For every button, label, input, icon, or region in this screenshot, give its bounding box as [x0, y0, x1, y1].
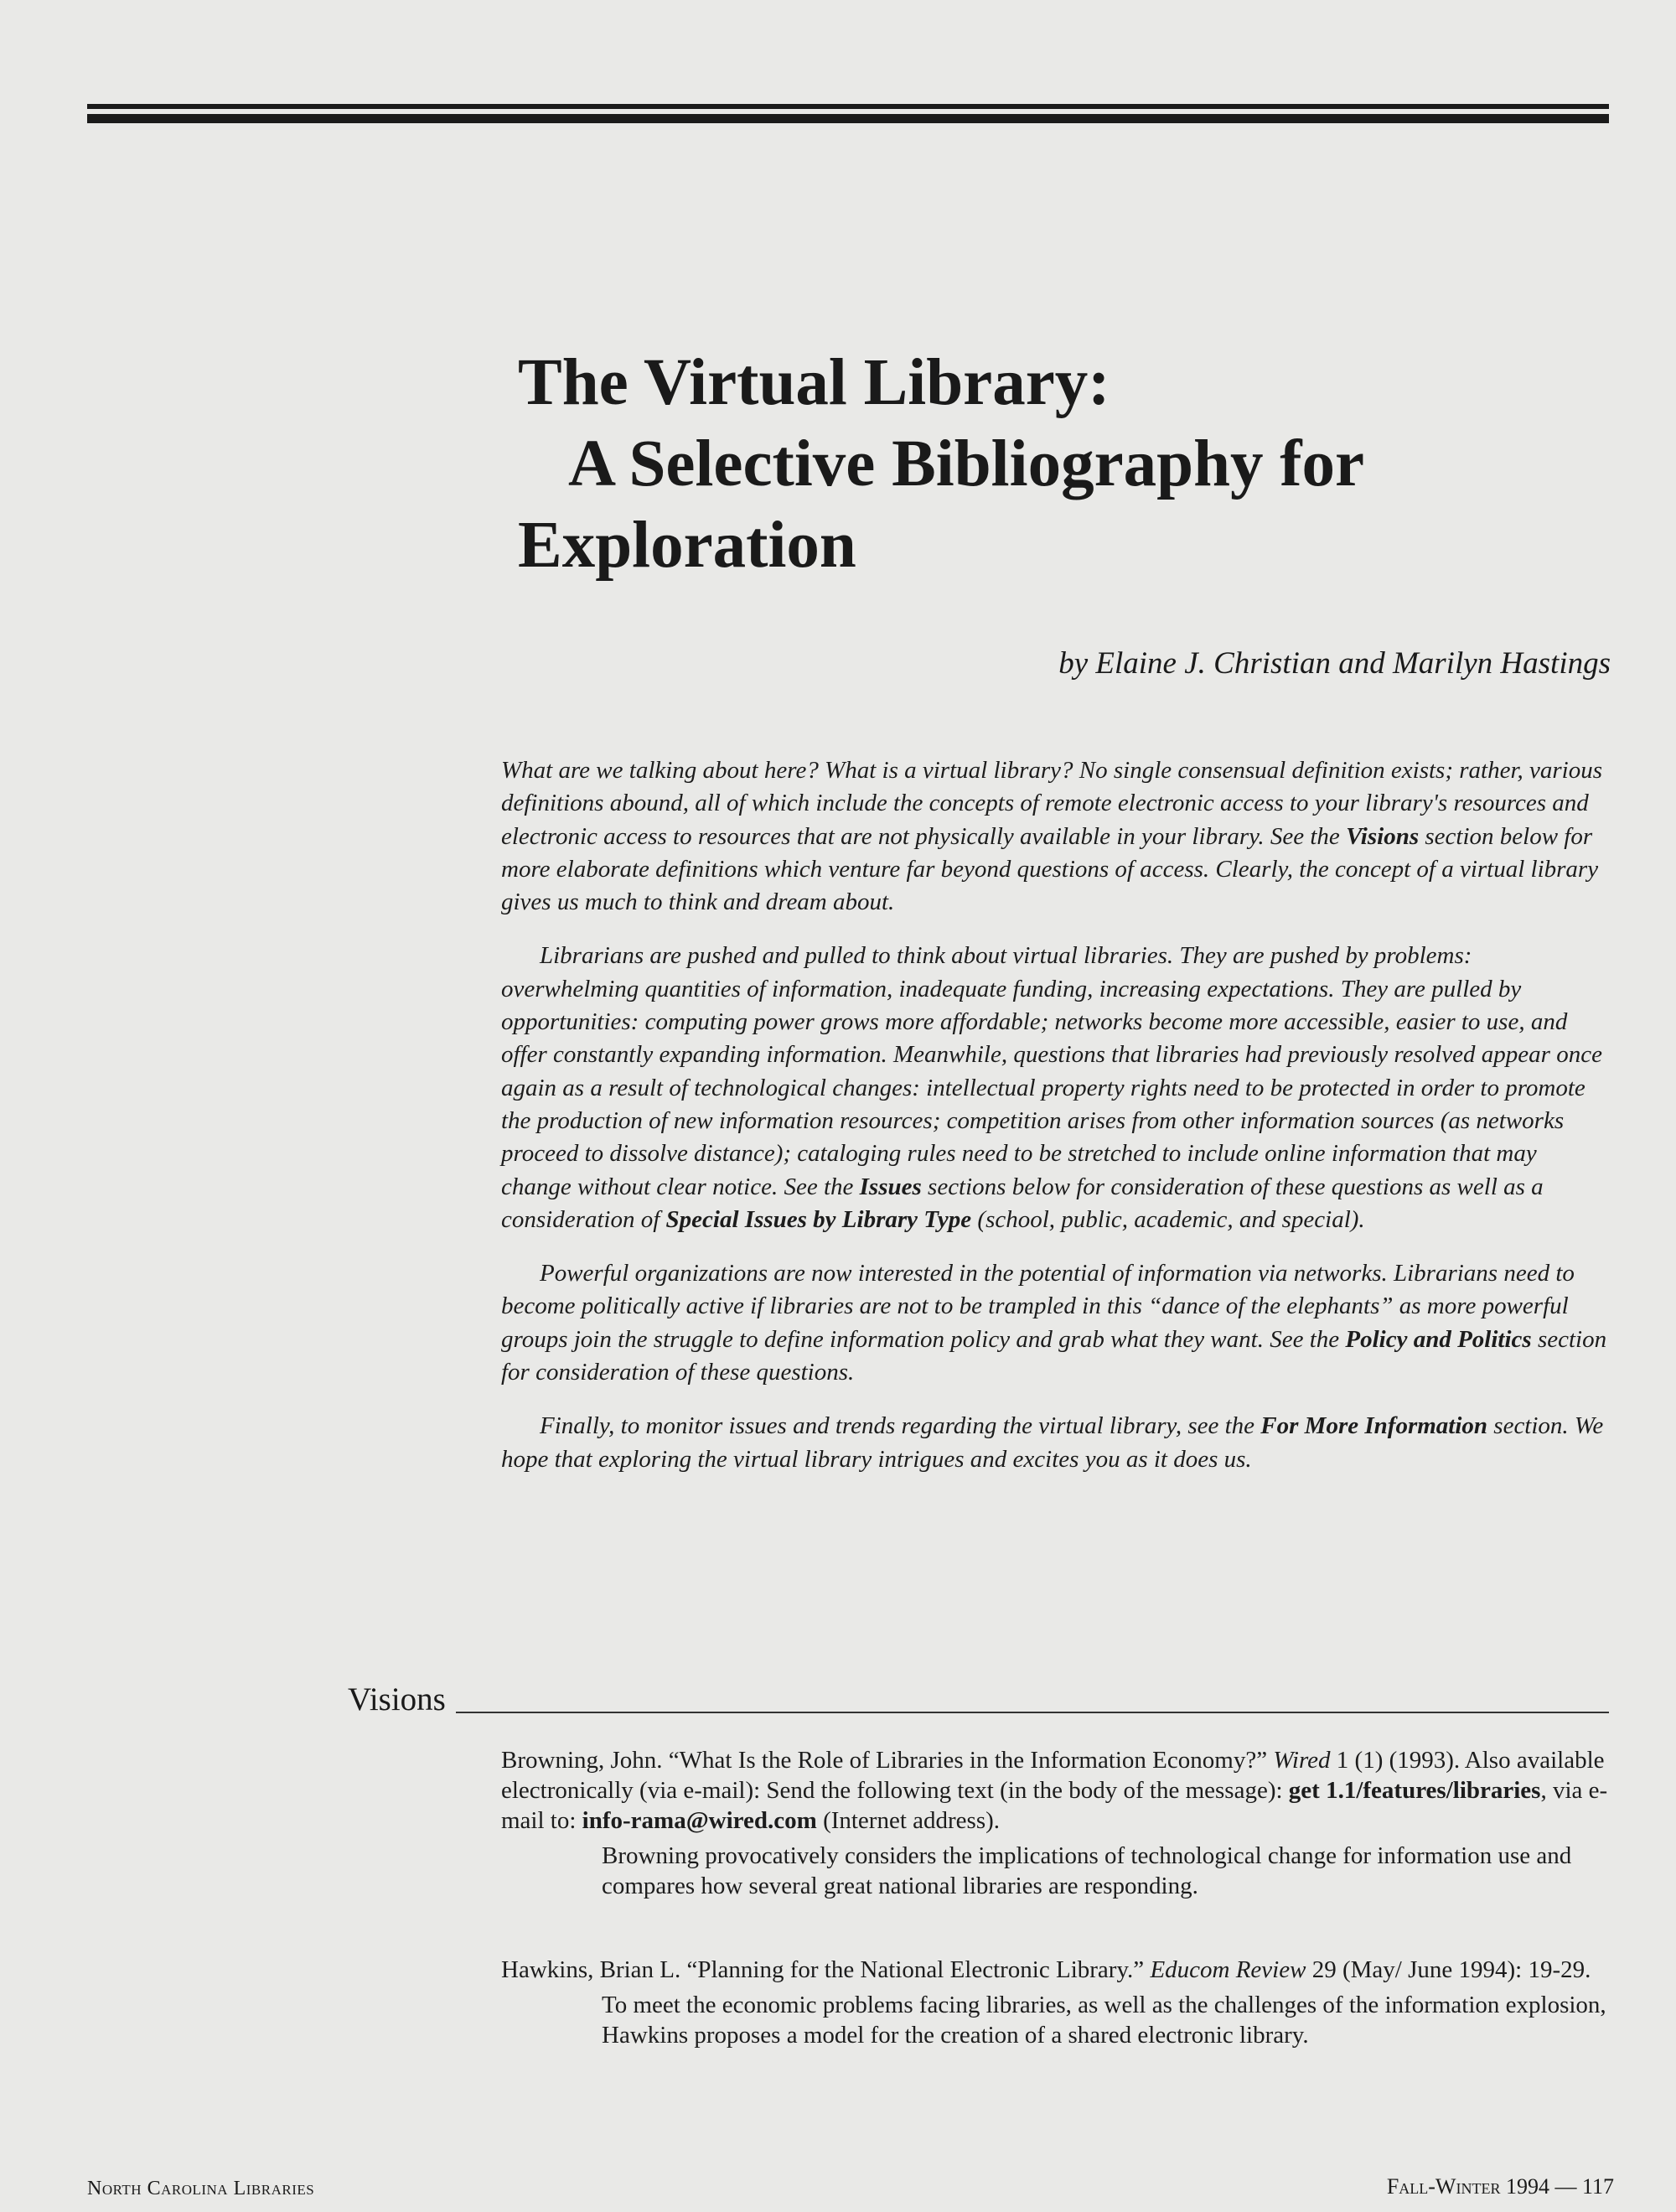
top-rule-thin [87, 104, 1609, 109]
annotation: Browning provocatively considers the implications of technological change for information use and compares how several great national libraries are responding. [602, 1842, 1572, 1899]
intro-paragraph-4: Finally, to monitor issues and trends regarding the virtual library, see the For More Information section. We hope that exploring the virtual library intrigues and excites you as it does us. [501, 1412, 1604, 1473]
title-line-1: The Virtual Library: [518, 346, 1110, 419]
intro-paragraph-1: What are we talking about here? What is a virtual library? No single consensual definition exists; rather, various definitions abound, all of which include the concepts of remote electronic access to your library's resources and electronic access to resources that are not physically available in your library. See the Visions section below for more elaborate definitions which venture far beyond questions of access. Clearly, the concept of a virtual library gives us much to think and dream about. [501, 757, 1603, 916]
title-line-2: A Selective Bibliography for [568, 427, 1365, 500]
intro-paragraph-2: Librarians are pushed and pulled to think about virtual libraries. They are pushed by problems: overwhelming quantities of information, inadequate funding, increasing expectations. They are pulled by opportunities: computing power grows more affordable; networks become more accessible, easier to use, and offer constantly expanding information. Meanwhile, questions that libraries had previously resolved appear once again as a result of technological changes: intellectual property rights need to be protected in order to promote the production of new information resources; competition arises from other information sources (as networks proceed to dissolve distance); cataloging rules need to be stretched to include online information that may change without clear notice. See the Issues sections below for consideration of these questions as well as a consideration of Special Issues by Library Type (school, public, academic, and special). [501, 942, 1602, 1233]
introduction [501, 754, 1607, 1497]
citation: Browning, John. “What Is the Role of Libraries in the Information Economy?” Wired 1 (1) (1993). Also available electronically (via e-mail): Send the following text (in the body of the message): get 1.1/features/libraries, via e-mail to: info-rama@wired.com (Internet address). [501, 1747, 1608, 1834]
footer-publication: North Carolina Libraries [87, 2178, 315, 2199]
section-heading-label: Visions [348, 1681, 446, 1717]
email-address: info-rama@wired.com [582, 1807, 817, 1834]
byline: by Elaine J. Christian and Marilyn Hastings [1058, 646, 1611, 681]
top-rule-thick [87, 114, 1609, 123]
intro-paragraph-3: Powerful organizations are now interested in the potential of information via networks. Librarians need to become politically active if libraries are not to be trampled in this “dance of the elephants” as more powerful groups join the struggle to define information policy and grab what they want. See the Policy and Politics section for consideration of these questions. [501, 1260, 1607, 1386]
bibliography-entry-browning [501, 1745, 1609, 1901]
annotation: To meet the economic problems facing libraries, as well as the challenges of the information explosion, Hawkins proposes a model for the creation of a shared electronic library. [602, 1992, 1606, 2049]
citation: Hawkins, Brian L. “Planning for the National Electronic Library.” Educom Review 29 (May/ June 1994): 19-29. [501, 1956, 1591, 1983]
section-heading-rule [456, 1712, 1609, 1713]
section-heading-visions [348, 1681, 1609, 1718]
footer-issue-page: Fall-Winter 1994 — 117 [1386, 2174, 1614, 2199]
title-line-3: Exploration [518, 509, 856, 582]
article-title [518, 342, 1607, 586]
bibliography-entry-hawkins [501, 1955, 1609, 2050]
